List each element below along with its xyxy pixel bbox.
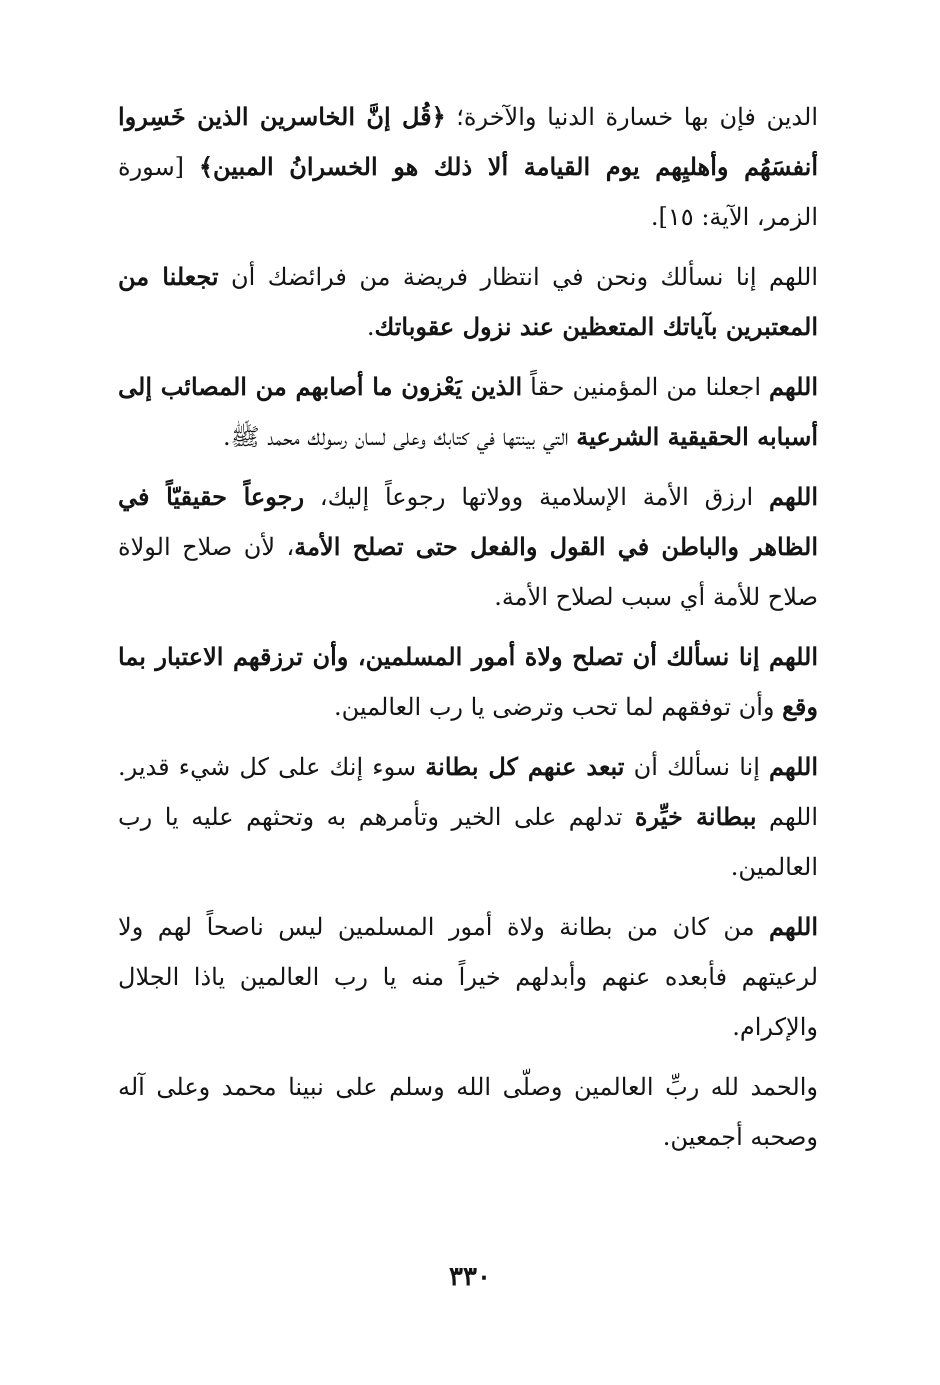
emphasized-text: الذين يَعْزون ما أصابهم من المصائب إلى أسبابه الحقيقية الشرعية <box>118 372 818 451</box>
paragraph-quran-verse <box>118 92 818 242</box>
paragraph-supplication <box>118 252 818 352</box>
text-segment: . <box>366 313 375 341</box>
text-segment: ارزق الأمة الإسلامية وولاتها رجوعاً إليك، <box>304 483 770 511</box>
emphasized-text: اللهم <box>769 752 818 781</box>
text-segment: والحمد لله ربِّ العالمين وصلّى الله وسلم على نبينا محمد وعلى آله وصحبه أجمعين. <box>118 1073 818 1151</box>
emphasized-text: اللهم إنا نسألك أن تصلح ولاة أمور المسلمين، وأن ترزقهم الاعتبار بما وقع <box>118 642 819 721</box>
paragraph-supplication <box>118 742 818 892</box>
quran-verse-text: ﴿قُل إنَّ الخاسرين الذين خَسِروا أنفسَهُم وأهليِهم يوم القيامة ألا ذلك هو الخسرانُ المبين﴾ <box>118 102 818 181</box>
text-segment: إنا نسألك أن <box>624 753 770 781</box>
text-segment: سوء إنك على كل شيء قدير. اللهم <box>118 753 819 831</box>
page-body <box>118 92 818 1172</box>
text-segment: وأن توفقهم لما تحب وترضى يا رب العالمين. <box>334 693 783 721</box>
emphasized-text: رجوعاً حقيقيّاً في الظاهر والباطن في القول والفعل حتى تصلح الأمة <box>118 482 818 561</box>
paragraph-supplication <box>118 362 818 462</box>
emphasized-text: تبعد عنهم كل بطانة <box>425 752 625 781</box>
paragraph-supplication <box>118 472 818 622</box>
page-number: ٣٣٠ <box>449 1262 491 1292</box>
emphasized-text: اللهم <box>769 912 818 941</box>
text-segment: ، لأن صلاح الولاة صلاح للأمة أي سبب لصلاح الأمة. <box>118 533 818 611</box>
text-segment: [سورة الزمر، الآية: ١٥]. <box>118 153 818 231</box>
text-segment: من كان من بطانة ولاة أمور المسلمين ليس ناصحاً لهم ولا لرعيتهم فأبعده عنهم وأبدلهم خيراً منه يا رب العالمين ياذا الجلال والإكرام. <box>118 913 819 1041</box>
text-segment: اجعلنا من المؤمنين حقاً <box>522 373 770 401</box>
text-segment: اللهم إنا نسألك ونحن في انتظار فريضة من فرائضك أن <box>218 263 818 291</box>
emphasized-text: اللهم <box>769 482 818 511</box>
emphasized-text: ببطانة خيِّرة <box>634 802 757 831</box>
text-segment: تدلهم على الخير وتأمرهم به وتحثهم عليه يا رب العالمين. <box>118 803 818 881</box>
paragraph-supplication <box>118 632 818 732</box>
paragraph-closing <box>118 1062 818 1162</box>
paragraph-supplication <box>118 902 818 1052</box>
emphasized-text: اللهم <box>769 372 818 401</box>
emphasized-text: تجعلنا من المعتبرين بآياتك المتعظين عند نزول عقوباتك <box>118 262 818 341</box>
text-segment: التي بينتها في كتابك وعلى لسان رسولك محمد ﷺ. <box>223 423 577 451</box>
text-segment: الدين فإن بها خسارة الدنيا والآخرة؛ <box>445 103 818 131</box>
